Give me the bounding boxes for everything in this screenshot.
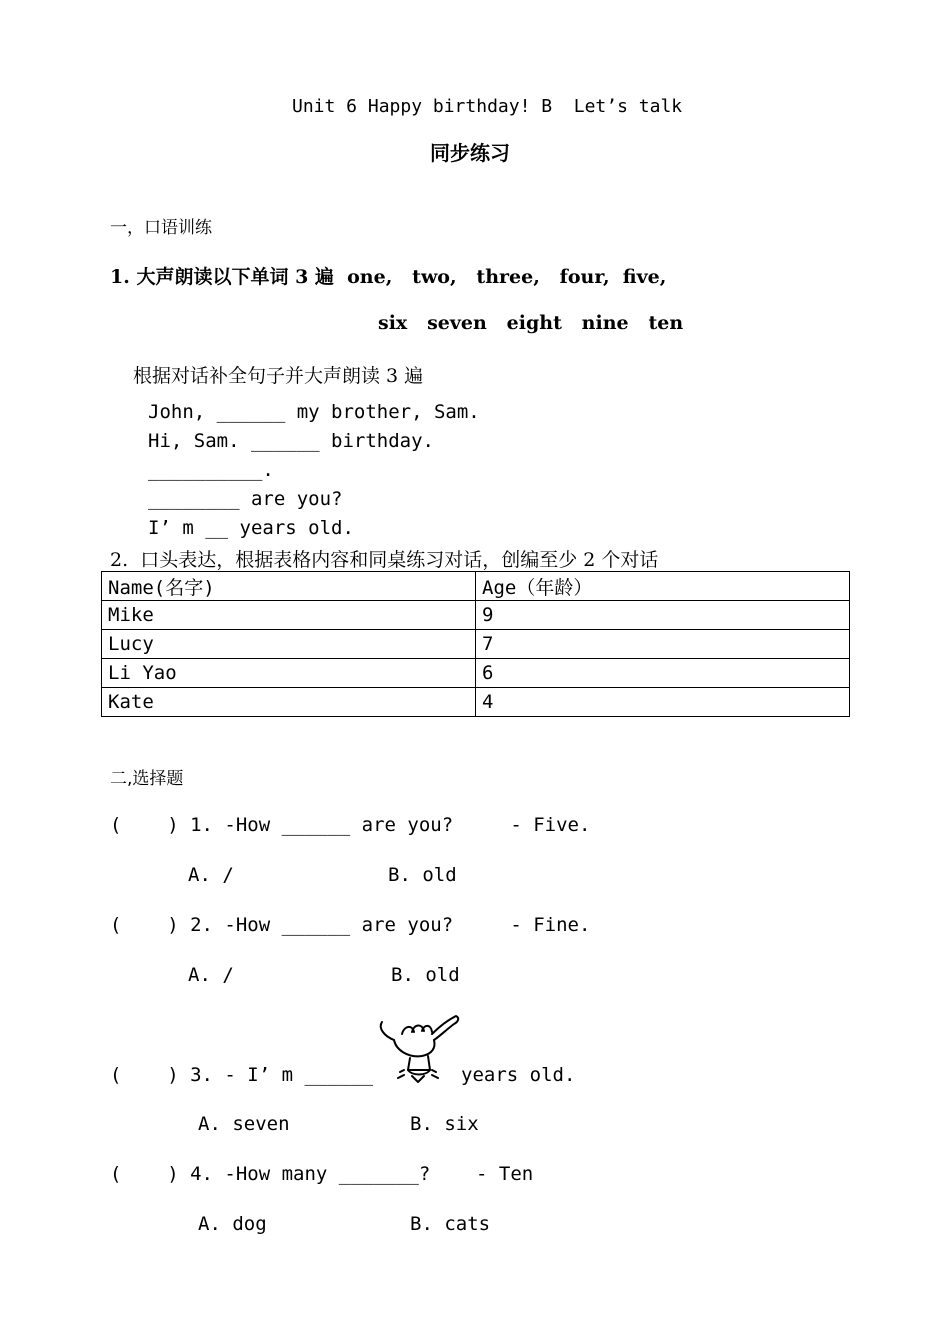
question-2-option-b: B. old	[391, 964, 460, 986]
table-cell: 9	[476, 601, 850, 630]
table-header-cell: Age（年龄）	[476, 572, 850, 601]
table-header-row	[102, 572, 850, 601]
q1-line2: six seven eight nine ten	[378, 312, 684, 334]
page-title: Unit 6 Happy birthday! B Let’s talk	[292, 96, 683, 117]
section2-heading: 二,选择题	[110, 769, 184, 789]
dialogue-instruction: 根据对话补全句子并大声朗读 3 遍	[133, 365, 424, 387]
dialogue-line: I’ m __ years old.	[148, 517, 354, 539]
question-4-option-b: B. cats	[410, 1213, 491, 1235]
dialogue-line: John, ______ my brother, Sam.	[148, 401, 480, 423]
question-4-stem: ( ) 4. -How many _______? - Ten	[110, 1163, 534, 1185]
table-cell: Mike	[102, 601, 476, 630]
question-3-option-a: A. seven	[198, 1113, 290, 1135]
question-4-option-a: A. dog	[198, 1213, 267, 1235]
table-cell: Lucy	[102, 630, 476, 659]
table-row	[102, 601, 850, 630]
q2-instruction: 2. 口头表达，根据表格内容和同桌练习对话，创编至少 2 个对话	[110, 549, 659, 571]
section1-heading: 一，口语训练	[110, 218, 212, 238]
dialogue-line: __________.	[148, 459, 274, 481]
question-3-stem-end: years old.	[461, 1064, 576, 1086]
question-3-stem: ( ) 3. - I’ m ______	[110, 1064, 374, 1086]
page-subtitle: 同步练习	[430, 141, 510, 165]
question-2-stem: ( ) 2. -How ______ are you? - Fine.	[110, 914, 591, 936]
question-1-option-b: B. old	[388, 864, 457, 886]
dialogue-line: ________ are you?	[148, 488, 343, 510]
q1-line1: 1. 大声朗读以下单词 3 遍 one, two, three, four, five,	[110, 266, 667, 288]
question-1-stem: ( ) 1. -How ______ are you? - Five.	[110, 814, 591, 836]
table-cell: Li Yao	[102, 659, 476, 688]
table-header-cell: Name(名字)	[102, 572, 476, 601]
name-age-table	[101, 571, 850, 717]
table-row	[102, 688, 850, 717]
question-2-option-a: A. /	[188, 964, 234, 986]
dialogue-line: Hi, Sam. ______ birthday.	[148, 430, 434, 452]
table-cell: 4	[476, 688, 850, 717]
hand-six-icon	[374, 1010, 464, 1085]
table-cell: 6	[476, 659, 850, 688]
table-cell: 7	[476, 630, 850, 659]
question-1-option-a: A. /	[188, 864, 234, 886]
table-row	[102, 659, 850, 688]
table-cell: Kate	[102, 688, 476, 717]
question-3-option-b: B. six	[410, 1113, 479, 1135]
table-row	[102, 630, 850, 659]
